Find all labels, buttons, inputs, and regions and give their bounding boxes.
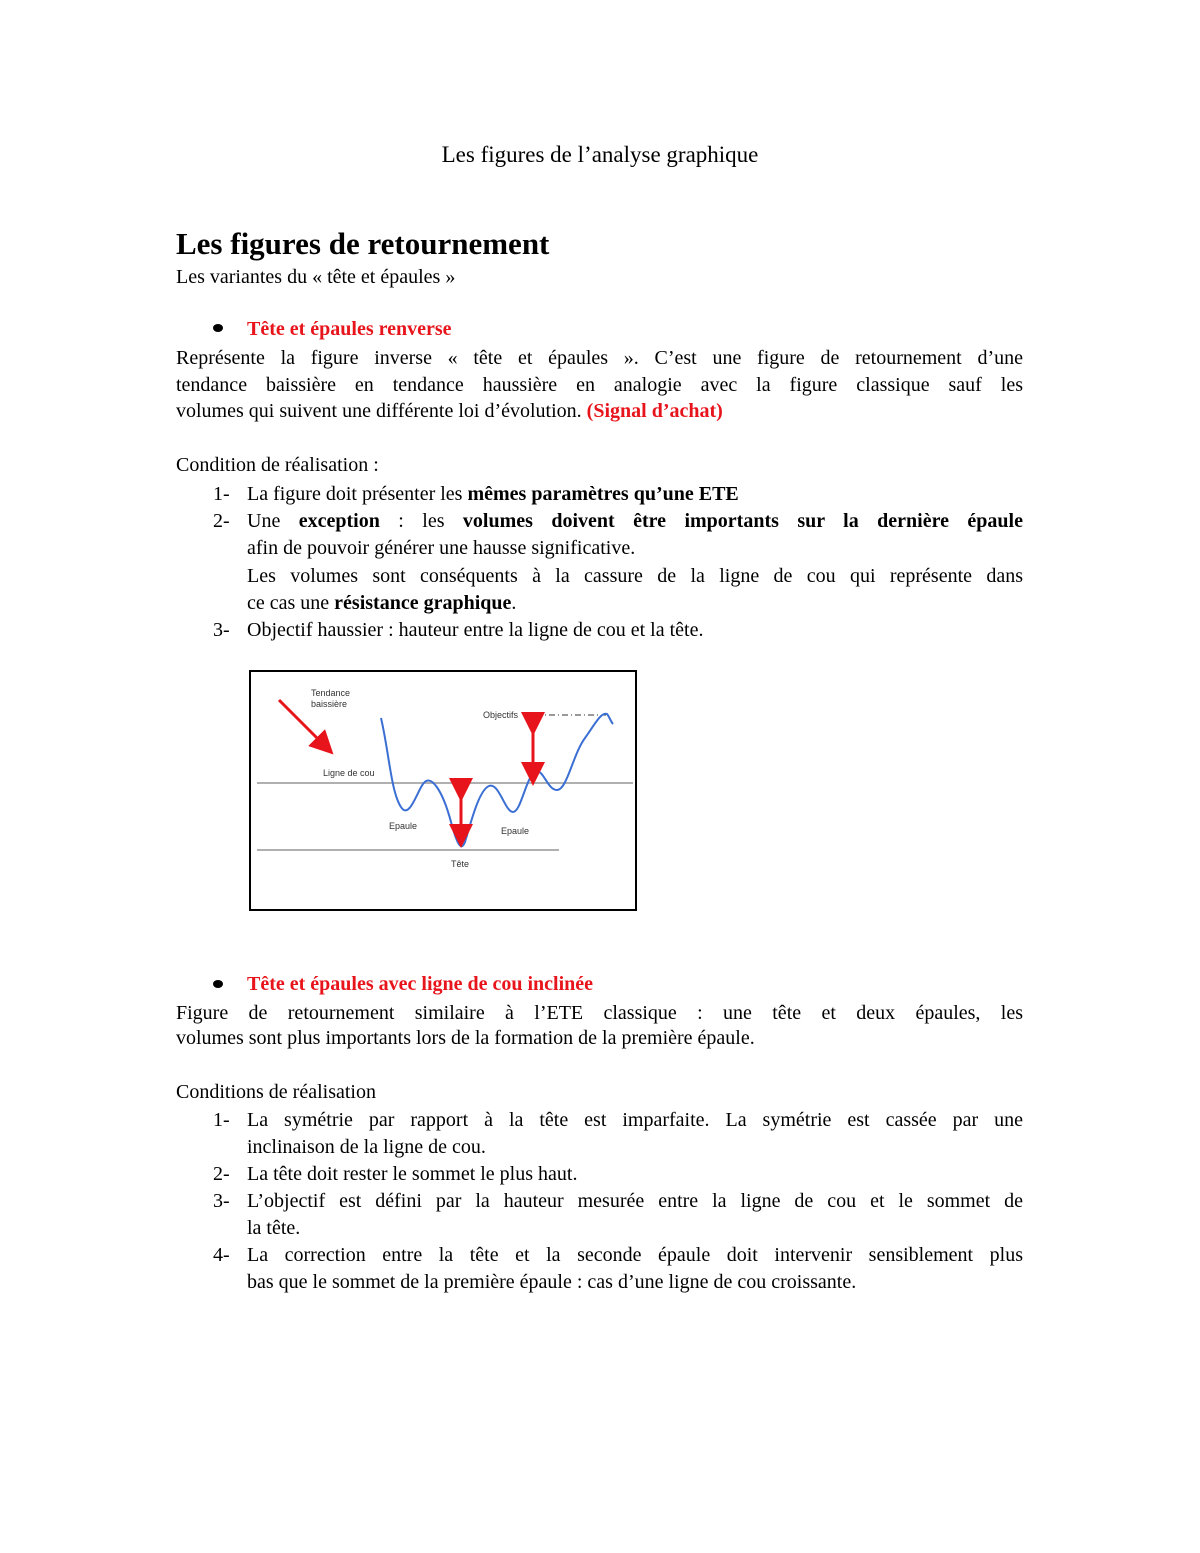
list-text: la tête. xyxy=(247,1217,301,1239)
section-heading: Les figures de retournement xyxy=(176,226,550,261)
list-text-part: Une xyxy=(247,510,299,532)
bullet-dot-icon xyxy=(213,324,223,332)
list-text-bold: résistance graphique xyxy=(334,592,512,614)
label-shoulder-left: Epaule xyxy=(389,821,418,831)
list-text: L’objectif est défini par la hauteur mesurée entre la ligne de cou et le sommet de xyxy=(247,1190,1023,1212)
list-number: 3- xyxy=(213,619,230,641)
list-text: Objectif haussier : hauteur entre la ligne de cou et la tête. xyxy=(247,619,704,641)
section-subtitle: Les variantes du « tête et épaules » xyxy=(176,266,456,288)
paragraph-line xyxy=(176,400,723,423)
list-text: bas que le sommet de la première épaule : cas d’une ligne de cou croissante. xyxy=(247,1271,857,1293)
list-number: 4- xyxy=(213,1244,230,1266)
list-text-part: . xyxy=(511,592,517,614)
bullet-heading-reverse: Tête et épaules renverse xyxy=(247,318,452,340)
conditions-label: Condition de réalisation : xyxy=(176,454,379,476)
list-text xyxy=(247,481,1023,508)
list-text-part: : les xyxy=(379,510,463,532)
paragraph-line: volumes sont plus importants lors de la formation de la première épaule. xyxy=(176,1027,755,1049)
list-number: 1- xyxy=(213,1109,230,1131)
list-text: inclinaison de la ligne de cou. xyxy=(247,1136,486,1158)
list-number: 2- xyxy=(213,510,230,532)
paragraph-line: tendance baissière en tendance haussière en analogie avec la figure classique sauf les xyxy=(176,374,1023,396)
list-number: 3- xyxy=(213,1190,230,1212)
list-text: La tête doit rester le sommet le plus haut. xyxy=(247,1163,578,1185)
conditions-label: Conditions de réalisation xyxy=(176,1081,376,1103)
list-text: Les volumes sont conséquents à la cassure de la ligne de cou qui représente dans xyxy=(247,565,1023,587)
inverse-head-shoulders-figure xyxy=(249,670,637,911)
label-neckline: Ligne de cou xyxy=(323,768,375,778)
label-trend-1: Tendance xyxy=(311,688,351,698)
list-number: 2- xyxy=(213,1163,230,1185)
bullet-heading-inclined: Tête et épaules avec ligne de cou inclinée xyxy=(247,973,594,995)
list-text: afin de pouvoir générer une hausse significative. xyxy=(247,537,636,559)
list-text-bold: volumes doivent être importants sur la dernière épaule xyxy=(462,510,1023,532)
bullet-dot-icon xyxy=(213,980,223,988)
list-text-bold: mêmes paramètres qu’une ETE xyxy=(467,483,739,505)
list-text-part: La figure doit présenter les xyxy=(247,483,468,505)
label-head: Tête xyxy=(451,859,470,869)
document-title: Les figures de l’analyse graphique xyxy=(441,142,759,167)
figure-svg xyxy=(251,672,635,909)
list-text-part: ce cas une xyxy=(247,592,335,614)
list-text-bold: exception xyxy=(298,510,380,532)
paragraph-text: volumes qui suivent une différente loi d’évolution. xyxy=(176,400,582,422)
list-number: 1- xyxy=(213,483,230,505)
list-text xyxy=(247,508,1023,535)
paragraph-line: Figure de retournement similaire à l’ETE classique : une tête et deux épaules, les xyxy=(176,1002,1023,1024)
label-shoulder-right: Epaule xyxy=(501,826,530,836)
paragraph-line: Représente la figure inverse « tête et épaules ». C’est une figure de retournement d’une xyxy=(176,347,1023,369)
signal-label: (Signal d’achat) xyxy=(586,400,723,422)
list-text: La correction entre la tête et la seconde épaule doit intervenir sensiblement plus xyxy=(247,1244,1023,1266)
label-trend-2: baissière xyxy=(311,699,348,709)
list-text: La symétrie par rapport à la tête est imparfaite. La symétrie est cassée par une xyxy=(247,1109,1023,1131)
list-text xyxy=(247,590,1023,617)
label-objectif: Objectifs xyxy=(483,710,519,720)
